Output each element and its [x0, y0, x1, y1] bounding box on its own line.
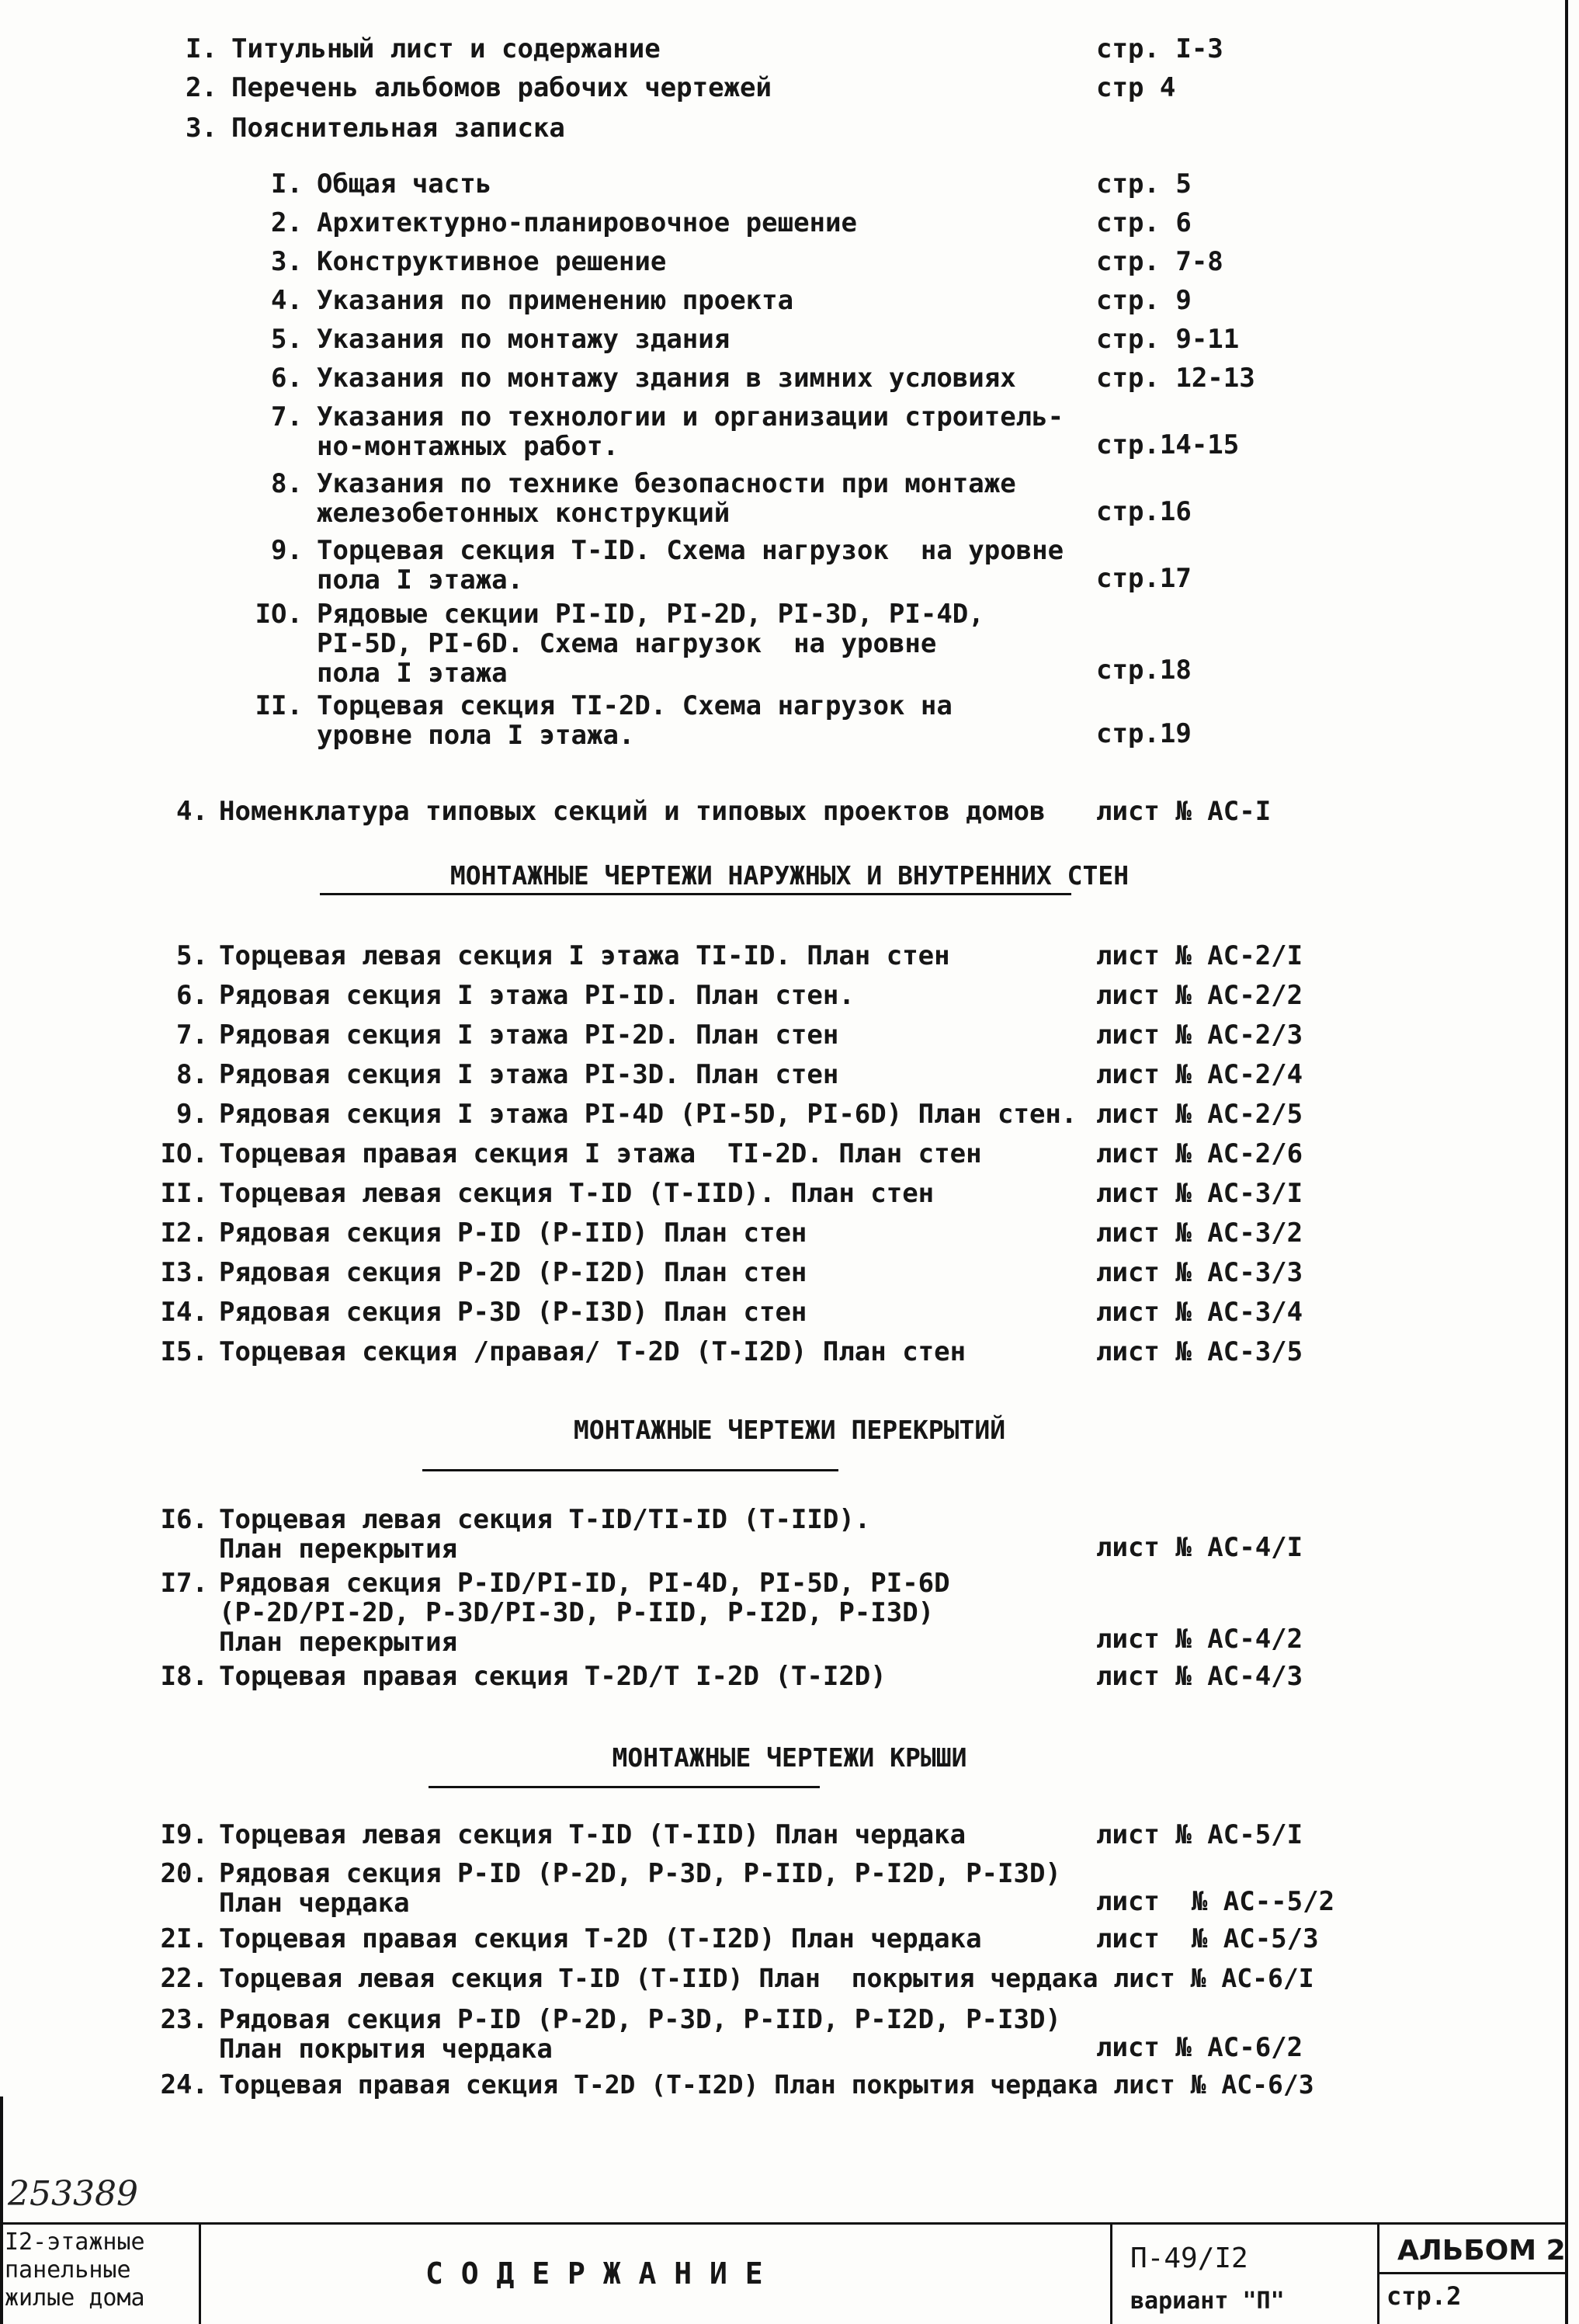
page-frame-right [1565, 0, 1568, 2324]
sheet-item-number: II. [160, 1178, 208, 1209]
stamp-album: АЛЬБОМ 2 [1397, 2235, 1566, 2267]
note-item-number: I. [271, 168, 303, 200]
sheet-item-ref: лист № АС-4/2 [1096, 1624, 1303, 1655]
sheet-item-ref: лист № АС-2/3 [1096, 1020, 1303, 1051]
sheet-item-title: Рядовая секция I этажа PI-4D (PI-5D, PI-6D) План стен. [219, 1099, 1078, 1130]
sheet-item-number: I6. [160, 1504, 208, 1535]
sheet-item-number: 2I. [160, 1923, 208, 1954]
note-item-number: 2. [271, 207, 303, 238]
sheet-item-number: 6. [176, 980, 208, 1011]
note-item-page: стр. 6 [1096, 207, 1192, 238]
sheet-item-title: Торцевая левая секция Т-ID (Т-IID) План чердака [219, 1819, 966, 1850]
note-item-title: Указания по монтажу здания [317, 324, 731, 355]
sheet-item-title: Рядовая секция Р-2D (Р-I2D) План стен [219, 1257, 807, 1288]
sheet-item-number: 22. [160, 1963, 208, 1994]
sheet-item-number: I5. [160, 1336, 208, 1367]
sheet-item-number: I9. [160, 1819, 208, 1850]
sheet-item-title: Рядовая секция Р-ID/PI-ID, PI-4D, PI-5D, PI-6D (Р-2D/PI-2D, Р-3D/PI-3D, Р-IID, Р-I2D, Р-I3D) План перекрытия [219, 1568, 950, 1658]
stamp-divider [1110, 2222, 1112, 2324]
section-title-floors: МОНТАЖНЫЕ ЧЕРТЕЖИ ПЕРЕКРЫТИЙ [573, 1415, 1006, 1445]
sheet-item-title: Торцевая левая секция Т-ID (Т-IID). План стен [219, 1178, 935, 1209]
toc-item-page: стр 4 [1096, 72, 1176, 103]
note-item-page: стр. 5 [1096, 168, 1192, 200]
toc-item-number: 3. [186, 113, 217, 144]
sheet-item-ref: лист № АС-6/2 [1096, 2032, 1303, 2063]
sheet-item-title: Торцевая правая секция Т-2D (Т-I2D) План чердака [219, 1923, 982, 1954]
note-item-title: Торцевая секция Т-ID. Схема нагрузок на уровне пола I этажа. [317, 535, 1064, 596]
sheet-item-number: I4. [160, 1297, 208, 1328]
sheet-item-ref: лист № АС-2/I [1096, 940, 1303, 971]
section-underline [422, 1469, 838, 1471]
note-item-page: стр. 9 [1096, 285, 1192, 316]
sheet-item-title: Торцевая левая секция Т-ID (Т-IID) План покрытия чердака лист № АС-6/I [219, 1963, 1314, 1993]
sheet-item-title: Рядовая секция Р-ID (Р-IID) План стен [219, 1218, 807, 1249]
toc-item-page: стр. I-3 [1096, 33, 1223, 64]
toc-item-page: лист № АС-I [1096, 796, 1272, 827]
toc-item-title: Титульный лист и содержание [231, 33, 661, 64]
sheet-item-number: I2. [160, 1218, 208, 1249]
note-item-title: Указания по технике безопасности при монтаже железобетонных конструкций [317, 468, 1016, 529]
sheet-item-number: 9. [176, 1099, 208, 1130]
sheet-item-number: 5. [176, 940, 208, 971]
sheet-item-ref: лист № АС-3/5 [1096, 1336, 1303, 1367]
sheet-item-title: Торцевая правая секция Т-2D/Т I-2D (Т-I2D) [219, 1661, 887, 1692]
sheet-item-ref: лист № АС-5/I [1096, 1819, 1303, 1850]
sheet-item-number: 20. [160, 1858, 208, 1889]
sheet-item-title: Торцевая секция /правая/ Т-2D (Т-I2D) План стен [219, 1336, 966, 1367]
toc-item-title: Пояснительная записка [231, 113, 565, 144]
sheet-item-title: Рядовая секция I этажа PI-ID. План стен. [219, 980, 855, 1011]
sheet-item-number: I7. [160, 1568, 208, 1599]
sheet-item-title: Рядовая секция Р-3D (Р-I3D) План стен [219, 1297, 807, 1328]
sheet-item-ref: лист № АС-2/2 [1096, 980, 1303, 1011]
note-item-number: 6. [271, 363, 303, 394]
sheet-item-number: I3. [160, 1257, 208, 1288]
sheet-item-number: 23. [160, 2004, 208, 2035]
stamp-top-border [0, 2222, 1568, 2225]
sheet-item-ref: лист № АС-3/2 [1096, 1218, 1303, 1249]
sheet-item-ref: лист № АС-2/6 [1096, 1138, 1303, 1169]
stamp-album-divider [1377, 2272, 1568, 2274]
note-item-title: Указания по технологии и организации строитель- но-монтажных работ. [317, 401, 1064, 462]
sheet-item-ref: лист № АС-3/I [1096, 1178, 1303, 1209]
note-item-page: стр. 9-11 [1096, 324, 1240, 355]
note-item-title: Рядовые секции PI-ID, PI-2D, PI-3D, PI-4D, PI-5D, PI-6D. Схема нагрузок на уровне пола I этажа [317, 599, 984, 689]
sheet-item-ref: лист № АС-4/I [1096, 1532, 1303, 1563]
sheet-item-title: Торцевая левая секция I этажа TI-ID. План стен [219, 940, 950, 971]
sheet-item-ref: лист № АС-5/3 [1096, 1923, 1319, 1954]
sheet-item-number: 8. [176, 1059, 208, 1090]
note-item-page: стр.19 [1096, 718, 1192, 749]
note-item-number: IO. [255, 599, 303, 630]
handwritten-archive-number: 253389 [8, 2174, 138, 2214]
note-item-number: 9. [271, 535, 303, 566]
sheet-item-number: IO. [160, 1138, 208, 1169]
sheet-item-ref: лист № АС-2/4 [1096, 1059, 1303, 1090]
note-item-number: 4. [271, 285, 303, 316]
section-underline [320, 893, 1071, 895]
note-item-page: стр.16 [1096, 496, 1192, 527]
note-item-title: Указания по монтажу здания в зимних условиях [317, 363, 1016, 394]
section-title-walls: МОНТАЖНЫЕ ЧЕРТЕЖИ НАРУЖНЫХ И ВНУТРЕННИХ СТЕН [449, 860, 1130, 891]
stamp-series: П-49/I2 [1130, 2242, 1248, 2274]
sheet-item-ref: лист № АС-3/3 [1096, 1257, 1303, 1288]
sheet-item-number: 7. [176, 1020, 208, 1051]
note-item-number: 3. [271, 246, 303, 277]
sheet-item-title: Рядовая секция Р-ID (Р-2D, Р-3D, Р-IID, Р-I2D, Р-I3D) План покрытия чердака [219, 2004, 1061, 2065]
page-frame-left [0, 2096, 3, 2324]
note-item-title: Архитектурно-планировочное решение [317, 207, 857, 238]
section-title-roof: МОНТАЖНЫЕ ЧЕРТЕЖИ КРЫШИ [612, 1742, 967, 1773]
toc-item-number: 2. [186, 72, 217, 103]
sheet-item-title: Торцевая левая секция Т-ID/TI-ID (Т-IID). План перекрытия [219, 1504, 871, 1565]
note-item-number: 7. [271, 401, 303, 432]
note-item-number: II. [255, 690, 303, 721]
note-item-number: 5. [271, 324, 303, 355]
note-item-title: Торцевая секция TI-2D. Схема нагрузок на уровне пола I этажа. [317, 690, 953, 751]
stamp-title: С О Д Е Р Ж А Н И Е [425, 2256, 763, 2291]
note-item-title: Общая часть [317, 168, 492, 200]
toc-item-title: Перечень альбомов рабочих чертежей [231, 72, 772, 103]
sheet-item-ref: лист № АС-4/3 [1096, 1661, 1303, 1692]
note-item-page: стр.14-15 [1096, 429, 1240, 460]
stamp-page: стр.2 [1386, 2281, 1462, 2311]
note-item-page: стр. 12-13 [1096, 363, 1255, 394]
section-underline [429, 1786, 820, 1788]
sheet-item-title: Торцевая правая секция Т-2D (Т-I2D) План покрытия чердака лист № АС-6/3 [219, 2069, 1314, 2100]
note-item-number: 8. [271, 468, 303, 499]
toc-item-title: Номенклатура типовых секций и типовых проектов домов [219, 796, 1046, 827]
toc-item-number: 4. [176, 796, 208, 827]
note-item-page: стр.18 [1096, 655, 1192, 686]
sheet-item-number: I8. [160, 1661, 208, 1692]
sheet-item-title: Рядовая секция I этажа PI-2D. План стен [219, 1020, 839, 1051]
sheet-item-title: Торцевая правая секция I этажа TI-2D. План стен [219, 1138, 982, 1169]
toc-item-number: I. [186, 33, 217, 64]
stamp-building-type: I2-этажные панельные жилые дома [5, 2228, 145, 2312]
stamp-divider [199, 2222, 201, 2324]
sheet-item-title: Рядовая секция Р-ID (Р-2D, Р-3D, Р-IID, Р-I2D, Р-I3D) План чердака [219, 1858, 1061, 1919]
sheet-item-ref: лист № АС-3/4 [1096, 1297, 1303, 1328]
stamp-variant: вариант "П" [1130, 2288, 1285, 2315]
note-item-title: Конструктивное решение [317, 246, 667, 277]
note-item-page: стр. 7-8 [1096, 246, 1223, 277]
note-item-page: стр.17 [1096, 563, 1192, 594]
sheet-item-number: 24. [160, 2069, 208, 2100]
note-item-title: Указания по применению проекта [317, 285, 794, 316]
sheet-item-ref: лист № АС-2/5 [1096, 1099, 1303, 1130]
sheet-item-title: Рядовая секция I этажа PI-3D. План стен [219, 1059, 839, 1090]
sheet-item-ref: лист № АС--5/2 [1096, 1886, 1335, 1917]
